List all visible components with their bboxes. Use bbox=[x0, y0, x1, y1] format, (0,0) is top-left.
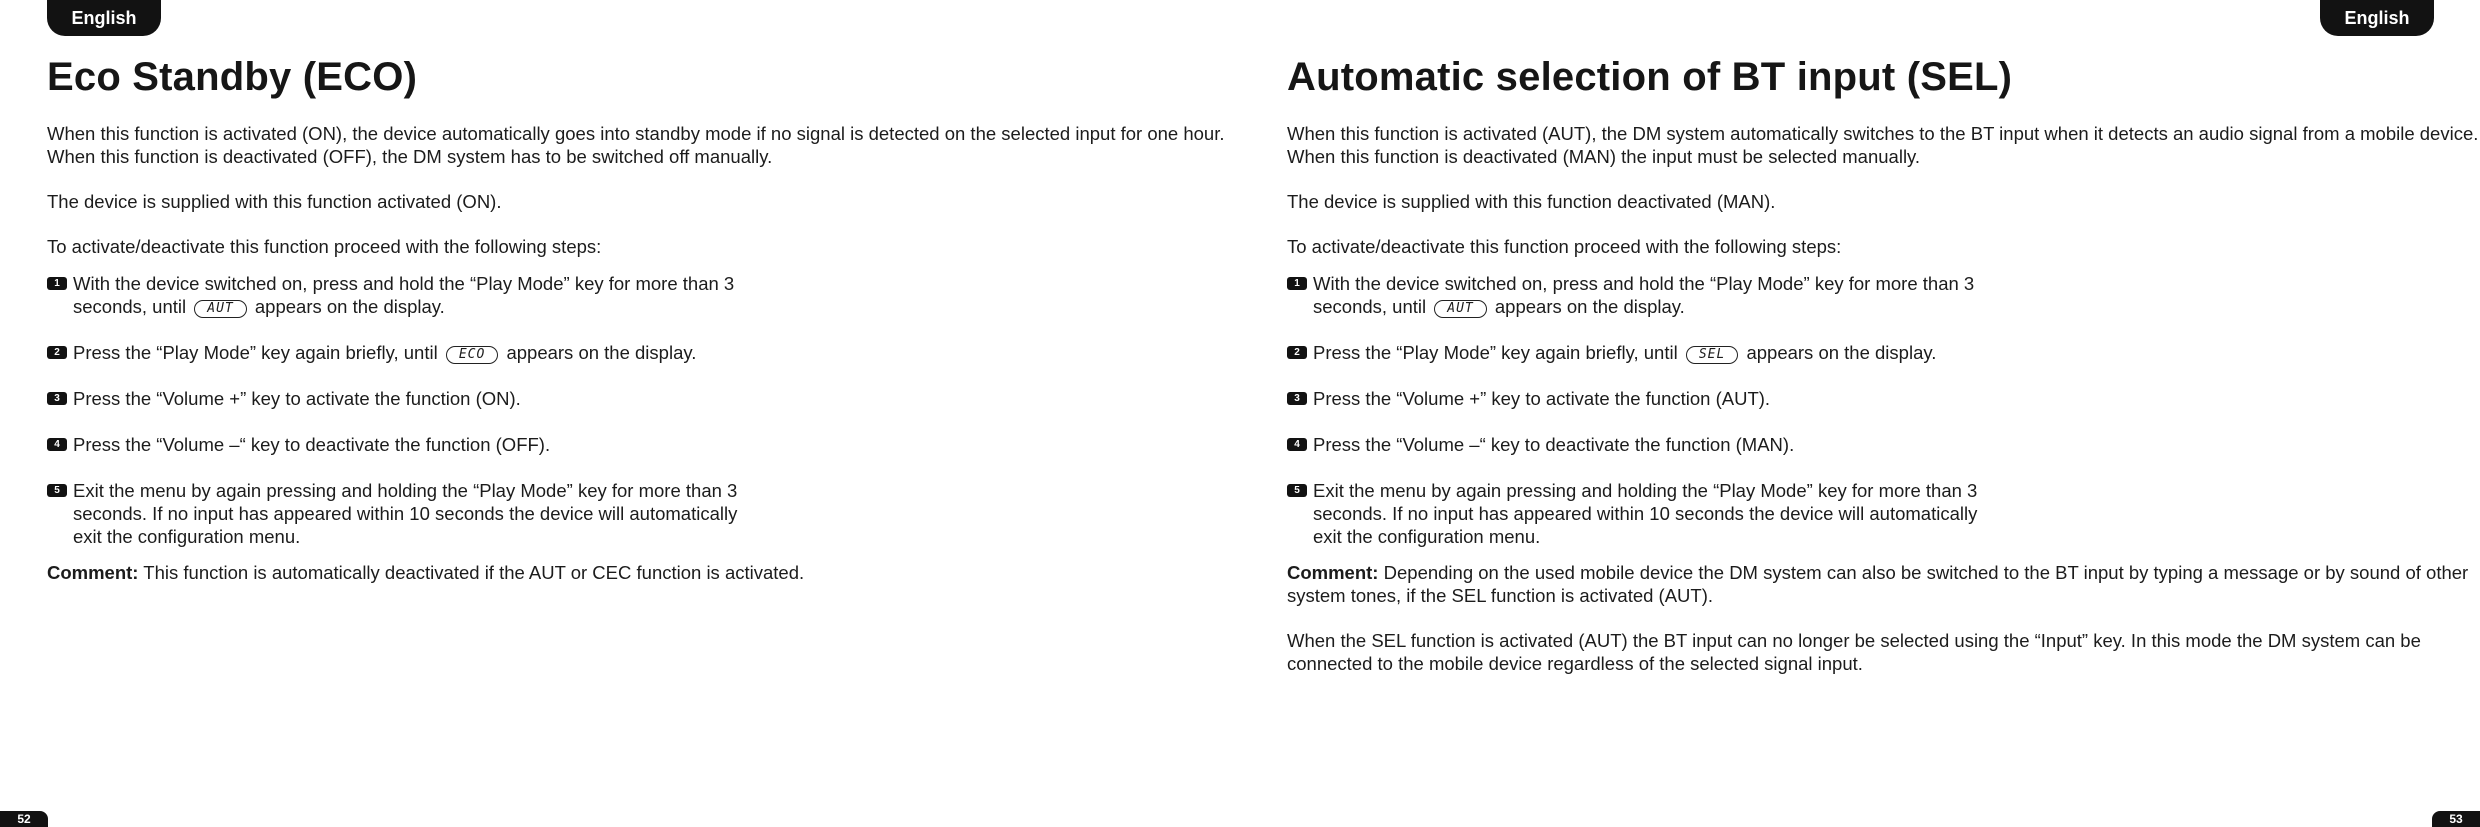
step-4-text: Press the “Volume –“ key to deactivate the function (MAN). bbox=[1313, 434, 1795, 455]
step-number-badge: 4 bbox=[1287, 438, 1307, 451]
step-2 bbox=[1287, 341, 2003, 364]
display-readout: AUT bbox=[1434, 300, 1486, 318]
comment-label: Comment: bbox=[1287, 562, 1379, 583]
steps-list bbox=[1287, 272, 2480, 548]
step-number-badge: 4 bbox=[47, 438, 67, 451]
step-5 bbox=[47, 479, 763, 548]
step-1-text-end: appears on the display. bbox=[254, 296, 445, 317]
step-5-text: Exit the menu by again pressing and holding the “Play Mode” key for more than 3 seconds. If no input has appeared within 10 seconds the device will automatically exit the configuration menu. bbox=[73, 480, 738, 547]
step-3 bbox=[1287, 387, 2003, 410]
page-title: Eco Standby (ECO) bbox=[47, 55, 418, 99]
step-3-text: Press the “Volume +” key to activate the function (AUT). bbox=[1313, 388, 1771, 409]
supplied-paragraph: The device is supplied with this function activated (ON). bbox=[47, 191, 502, 212]
step-5-text: Exit the menu by again pressing and holding the “Play Mode” key for more than 3 seconds. If no input has appeared within 10 seconds the device will automatically exit the configuration menu. bbox=[1313, 480, 1978, 547]
language-tab: English bbox=[2320, 0, 2434, 36]
step-number-badge: 3 bbox=[1287, 392, 1307, 405]
comment-text: Depending on the used mobile device the DM system can also be switched to the BT input by typing a message or by sound of other system tones, if the SEL function is activated (AUT). bbox=[1287, 562, 2469, 606]
step-3 bbox=[47, 387, 763, 410]
comment-paragraph bbox=[1287, 561, 2477, 607]
step-2 bbox=[47, 341, 763, 364]
step-4-text: Press the “Volume –“ key to deactivate the function (OFF). bbox=[73, 434, 551, 455]
steps-intro: To activate/deactivate this function proceed with the following steps: bbox=[1287, 236, 1842, 257]
step-number-badge: 3 bbox=[47, 392, 67, 405]
step-1 bbox=[47, 272, 763, 318]
step-2-text: Press the “Play Mode” key again briefly, until bbox=[1313, 342, 1678, 363]
step-1-text: With the device switched on, press and hold the “Play Mode” key for more than 3 seconds, until bbox=[1313, 273, 1975, 317]
step-number-badge: 2 bbox=[1287, 346, 1307, 359]
comment-label: Comment: bbox=[47, 562, 139, 583]
display-readout: ECO bbox=[446, 346, 498, 364]
language-tab: English bbox=[47, 0, 161, 36]
page-number: 53 bbox=[2432, 811, 2480, 827]
step-number-badge: 2 bbox=[47, 346, 67, 359]
step-5 bbox=[1287, 479, 2003, 548]
step-number-badge: 1 bbox=[1287, 277, 1307, 290]
left-content bbox=[47, 52, 1247, 606]
right-page bbox=[1240, 0, 2480, 827]
steps-intro: To activate/deactivate this function proceed with the following steps: bbox=[47, 236, 602, 257]
comment-text: This function is automatically deactivated if the AUT or CEC function is activated. bbox=[143, 562, 805, 583]
step-2-text-end: appears on the display. bbox=[1746, 342, 1937, 363]
step-1 bbox=[1287, 272, 2003, 318]
step-3-text: Press the “Volume +” key to activate the function (ON). bbox=[73, 388, 521, 409]
step-number-badge: 1 bbox=[47, 277, 67, 290]
step-2-text-end: appears on the display. bbox=[506, 342, 697, 363]
step-2-text: Press the “Play Mode” key again briefly, until bbox=[73, 342, 438, 363]
display-readout: AUT bbox=[194, 300, 246, 318]
right-content bbox=[1287, 52, 2480, 697]
display-readout: SEL bbox=[1686, 346, 1738, 364]
step-1-text: With the device switched on, press and hold the “Play Mode” key for more than 3 seconds, until bbox=[73, 273, 735, 317]
step-4 bbox=[1287, 433, 2003, 456]
step-1-text-end: appears on the display. bbox=[1494, 296, 1685, 317]
note-paragraph: When the SEL function is activated (AUT) the BT input can no longer be selected using the “Input” key. In this mode the DM system can be connected to the mobile device regardless of the selected signal input. bbox=[1287, 630, 2421, 674]
page-number: 52 bbox=[0, 811, 48, 827]
intro-paragraph: When this function is activated (AUT), the DM system automatically switches to the BT input when it detects an audio signal from a mobile device. When this function is deactivated (MAN) the input must be selected manually. bbox=[1287, 123, 2479, 167]
step-4 bbox=[47, 433, 763, 456]
page-title: Automatic selection of BT input (SEL) bbox=[1287, 55, 2013, 99]
step-number-badge: 5 bbox=[47, 484, 67, 497]
intro-paragraph: When this function is activated (ON), the device automatically goes into standby mode if no signal is detected on the selected input for one hour. When this function is deactivated (OFF), the DM system has to be switched off manually. bbox=[47, 123, 1225, 167]
steps-list bbox=[47, 272, 1247, 548]
step-number-badge: 5 bbox=[1287, 484, 1307, 497]
supplied-paragraph: The device is supplied with this function deactivated (MAN). bbox=[1287, 191, 1776, 212]
comment-paragraph bbox=[47, 561, 1237, 584]
